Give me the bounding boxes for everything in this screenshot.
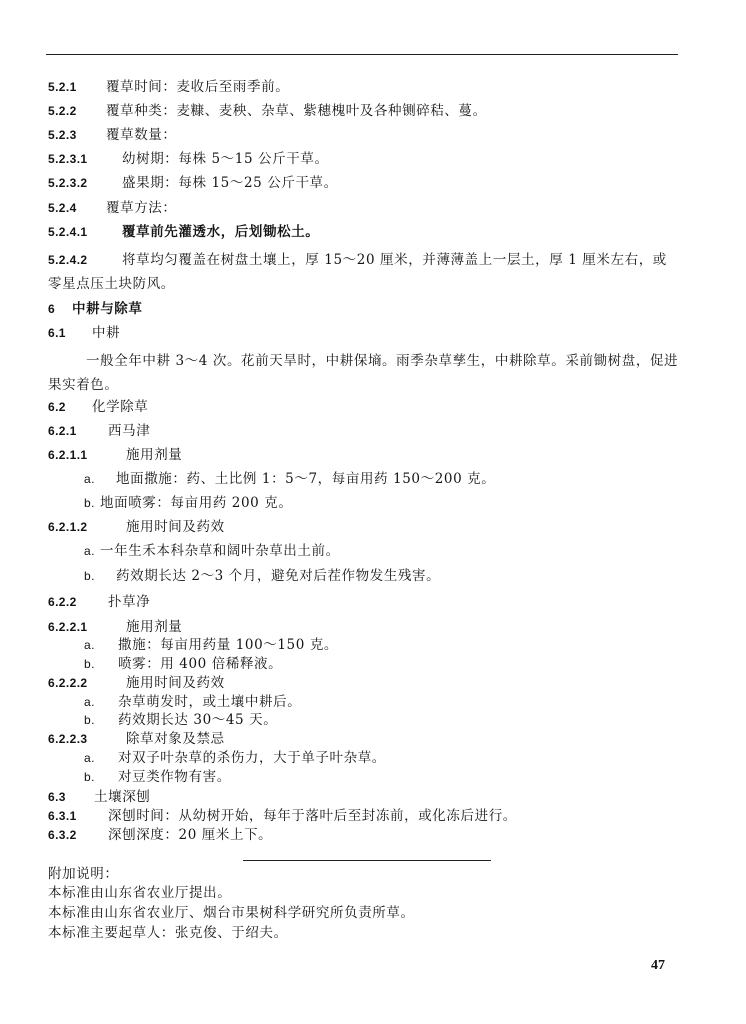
item-b [84, 769, 231, 785]
clause-text: 施用剂量 [126, 447, 183, 463]
clause-number: 6.3 [48, 790, 66, 804]
item-b [84, 656, 282, 672]
item-marker: b. [84, 713, 95, 727]
clause-text: 除草对象及禁忌 [126, 731, 225, 747]
clause-5-2-3 [48, 127, 177, 143]
clause-number: 5.2.4 [48, 201, 77, 215]
item-b [84, 495, 292, 511]
clause-text: 盛果期：每株 15～25 公斤干草。 [122, 175, 338, 191]
clause-number: 5.2.1 [48, 80, 77, 94]
item-text: 地面撒施：药、土比例 1：5～7，每亩用药 150～200 克。 [116, 471, 496, 487]
item-text: 喷雾：用 400 倍稀释液。 [118, 656, 283, 672]
clause-6-2-2-2 [48, 675, 225, 691]
clause-number: 5.2.3.1 [48, 152, 88, 166]
section-6-heading [48, 301, 143, 317]
clause-text: 覆草方法： [106, 200, 177, 216]
clause-5-2-3-2 [48, 175, 338, 191]
clause-number: 6.2.1.1 [48, 448, 88, 462]
clause-text: 施用剂量 [126, 619, 183, 635]
item-text: 对双子叶杂草的杀伤力，大于单子叶杂草。 [118, 750, 386, 766]
clause-number: 6.2.2 [48, 595, 77, 609]
clause-number: 6 [48, 302, 56, 316]
appendix-text: 本标准由山东省农业厅提出。 [48, 885, 232, 901]
clause-text: 扑草净 [108, 594, 151, 610]
item-marker: a. [84, 472, 95, 486]
clause-6-2-2-1 [48, 619, 182, 635]
header-rule [46, 54, 678, 55]
clause-text: 覆草时间：麦收后至雨季前。 [106, 79, 290, 95]
item-text: 药效期长达 2～3 个月，避免对后茬作物发生残害。 [116, 568, 441, 584]
clause-6-1 [48, 325, 120, 341]
item-a [84, 543, 340, 559]
clause-6-2-1 [48, 423, 150, 439]
item-a [84, 694, 301, 710]
item-text: 杂草萌发时，或土壤中耕后。 [118, 694, 302, 710]
clause-5-2-1 [48, 79, 289, 95]
clause-5-2-4-1 [48, 224, 319, 240]
page-number: 47 [651, 958, 665, 973]
clause-number: 6.2.2.3 [48, 732, 88, 746]
item-marker: a. [84, 695, 95, 709]
clause-5-2-4 [48, 200, 177, 216]
clause-number: 6.2.1.2 [48, 520, 88, 534]
item-text: 撒施：每亩用药量 100～150 克。 [118, 637, 339, 653]
clause-number: 5.2.3 [48, 128, 77, 142]
clause-number: 5.2.2 [48, 104, 77, 118]
appendix-line [48, 925, 288, 941]
appendix-text: 本标准由山东省农业厅、烟台市果树科学研究所负责所草。 [48, 905, 415, 921]
clause-6-2-1-1 [48, 447, 182, 463]
appendix-text: 本标准主要起草人：张克俊、于绍夫。 [48, 925, 288, 941]
clause-6-2-2-3 [48, 731, 225, 747]
appendix-line [48, 905, 415, 921]
item-text: 药效期长达 30～45 天。 [118, 712, 278, 728]
clause-text: 覆草种类：麦糠、麦秧、杂草、紫穗槐叶及各种铡碎秸、蔓。 [106, 103, 487, 119]
clause-text: 施用时间及药效 [126, 675, 225, 691]
clause-text: 中耕与除草 [72, 301, 143, 317]
clause-number: 6.2 [48, 400, 66, 414]
clause-number: 5.2.3.2 [48, 176, 88, 190]
clause-6-3-1 [48, 808, 517, 824]
clause-number: 6.3.2 [48, 828, 77, 842]
appendix-heading [48, 866, 119, 882]
clause-5-2-2 [48, 103, 487, 119]
clause-5-2-4-2 [48, 248, 680, 296]
clause-text: 西马津 [108, 423, 151, 439]
clause-5-2-3-1 [48, 151, 329, 167]
clause-text: 深刨深度：20 厘米上下。 [108, 827, 273, 843]
item-marker: a. [84, 544, 95, 558]
clause-6-2 [48, 399, 148, 415]
clause-text: 施用时间及药效 [126, 519, 225, 535]
appendix-heading-text: 附加说明： [48, 866, 119, 882]
item-text: 一年生禾本科杂草和阔叶杂草出土前。 [100, 543, 340, 559]
clause-number: 5.2.4.1 [48, 225, 88, 239]
clause-number: 6.1 [48, 326, 66, 340]
clause-number: 6.2.2.1 [48, 620, 88, 634]
item-marker: a. [84, 638, 95, 652]
clause-number: 6.2.1 [48, 424, 77, 438]
clause-text: 将草均匀覆盖在树盘土壤上，厚 15～20 厘米，并薄薄盖上一层土，厚 1 厘米左右，或零星点压土块防风。 [48, 252, 667, 292]
appendix-line [48, 885, 231, 901]
clause-6-2-2 [48, 594, 150, 610]
clause-text: 幼树期：每株 5～15 公斤干草。 [122, 151, 329, 167]
clause-text: 覆草前先灌透水，后划锄松土。 [122, 224, 320, 240]
clause-text: 土壤深刨 [94, 789, 151, 805]
clause-6-3-2 [48, 827, 272, 843]
clause-text: 中耕 [92, 325, 121, 341]
clause-number: 6.3.1 [48, 809, 77, 823]
clause-6-3 [48, 789, 150, 805]
item-a [84, 750, 386, 766]
item-a [84, 471, 495, 487]
paragraph-6-1 [48, 349, 680, 397]
item-marker: b. [84, 496, 95, 510]
clause-text: 深刨时间：从幼树开始，每年于落叶后至封冻前，或化冻后进行。 [108, 808, 517, 824]
item-b [84, 712, 277, 728]
clause-text: 化学除草 [92, 399, 149, 415]
paragraph-text: 一般全年中耕 3～4 次。花前天旱时，中耕保墒。雨季杂草孳生，中耕除草。采前锄树盘，促进果实着色。 [48, 353, 679, 393]
item-a [84, 637, 338, 653]
item-marker: a. [84, 751, 95, 765]
clause-text: 覆草数量： [106, 127, 177, 143]
item-text: 对豆类作物有害。 [118, 769, 231, 785]
item-marker: b. [84, 569, 95, 583]
clause-6-2-1-2 [48, 519, 225, 535]
clause-number: 5.2.4.2 [48, 253, 88, 267]
item-b [84, 568, 440, 584]
item-marker: b. [84, 657, 95, 671]
clause-number: 6.2.2.2 [48, 676, 88, 690]
item-marker: b. [84, 770, 95, 784]
footnote-separator [243, 860, 491, 861]
item-text: 地面喷雾：每亩用药 200 克。 [100, 495, 293, 511]
